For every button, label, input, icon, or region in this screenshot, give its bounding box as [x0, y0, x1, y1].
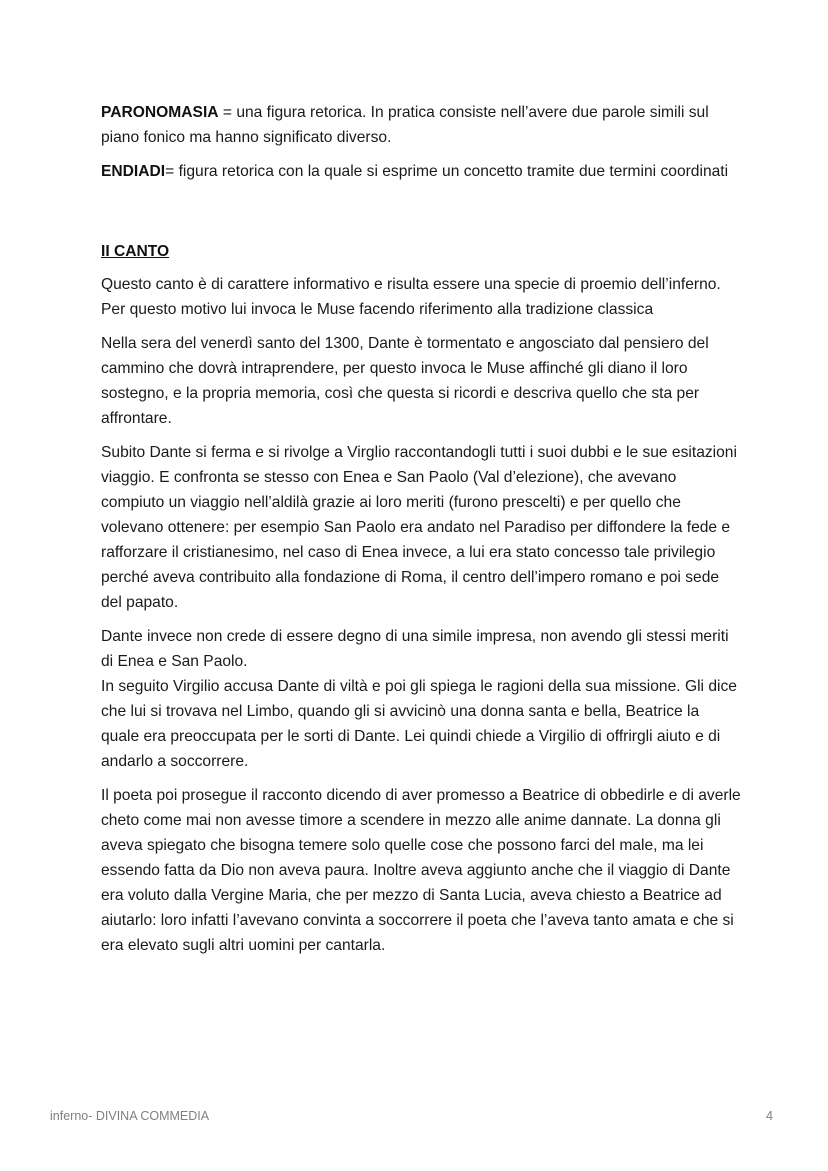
definition-text: = figura retorica con la quale si esprime un concetto tramite due termini coordinati: [165, 163, 729, 180]
definition-term: ENDIADI: [101, 163, 166, 180]
footer-title: inferno- DIVINA COMMEDIA: [50, 1109, 210, 1123]
paragraph: Questo canto è di carattere informativo e risulta essere una specie di proemio dell’inferno. Per questo motivo lui invoca le Muse facendo riferimento alla tradizione classica: [101, 276, 721, 318]
page-number: 4: [766, 1109, 773, 1123]
paragraph: Il poeta poi prosegue il racconto dicendo di aver promesso a Beatrice di obbedirle e di averle cheto come mai non avesse timore a scendere in mezzo alle anime dannate. La donna gli aveva spiegato che bisogna temere solo quelle cose che possono farci del male, ma lei essendo fatta da Dio non aveva paura. Inoltre aveva aggiunto anche che il viaggio di Dante era voluto dalla Vergine Maria, che per mezzo di Santa Lucia, aveva chiesto a Beatrice ad aiutarlo: loro infatti l’avevano convinta a soccorrere il poeta che l’aveva tanto amata e che si era elevato sugli altri uomini per cantarla.: [101, 787, 741, 954]
definition-term: PARONOMASIA: [101, 104, 219, 121]
paragraph: Subito Dante si ferma e si rivolge a Virglio raccontandogli tutti i suoi dubbi e le sue esitazioni viaggio. E confronta se stesso con Enea e San Paolo (Val d’elezione), che avevano compiuto un viaggio nell’aldilà grazie ai loro meriti (furono prescelti) e per quello che volevano ottenere: per esempio San Paolo era andato nel Paradiso per diffondere la fede e rafforzare il cristianesimo, nel caso di Enea invece, a lui era stato concesso tale privilegio perché aveva contribuito alla fondazione di Roma, il centro dell’impero romano e poi sede del papato.: [101, 444, 737, 611]
paragraph: Nella sera del venerdì santo del 1300, Dante è tormentato e angosciato dal pensiero del cammino che dovrà intraprendere, per questo invoca le Muse affinché gli diano il loro sostegno, e la propria memoria, così che questa si ricordi e descriva quello che sta per affrontare.: [101, 335, 709, 427]
definition-endiadi: [101, 159, 741, 184]
paragraph: In seguito Virgilio accusa Dante di viltà e poi gli spiega le ragioni della sua missione. Gli dice che lui si trovava nel Limbo, quando gli si avvicinò una donna santa e bella, Beatrice la quale era preoccupata per le sorti di Dante. Lei quindi chiede a Virgilio di offrirgli aiuto e di andarlo a soccorrere.: [101, 678, 737, 770]
definition-paronomasia: [101, 100, 741, 150]
section-heading: II CANTO: [101, 243, 170, 260]
definition-text: = una figura retorica. In pratica consiste nell’avere due parole simili sul piano fonico ma hanno significato diverso.: [101, 104, 709, 146]
paragraph: Dante invece non crede di essere degno di una simile impresa, non avendo gli stessi meriti di Enea e San Paolo.: [101, 628, 729, 670]
page-body: [101, 100, 741, 967]
